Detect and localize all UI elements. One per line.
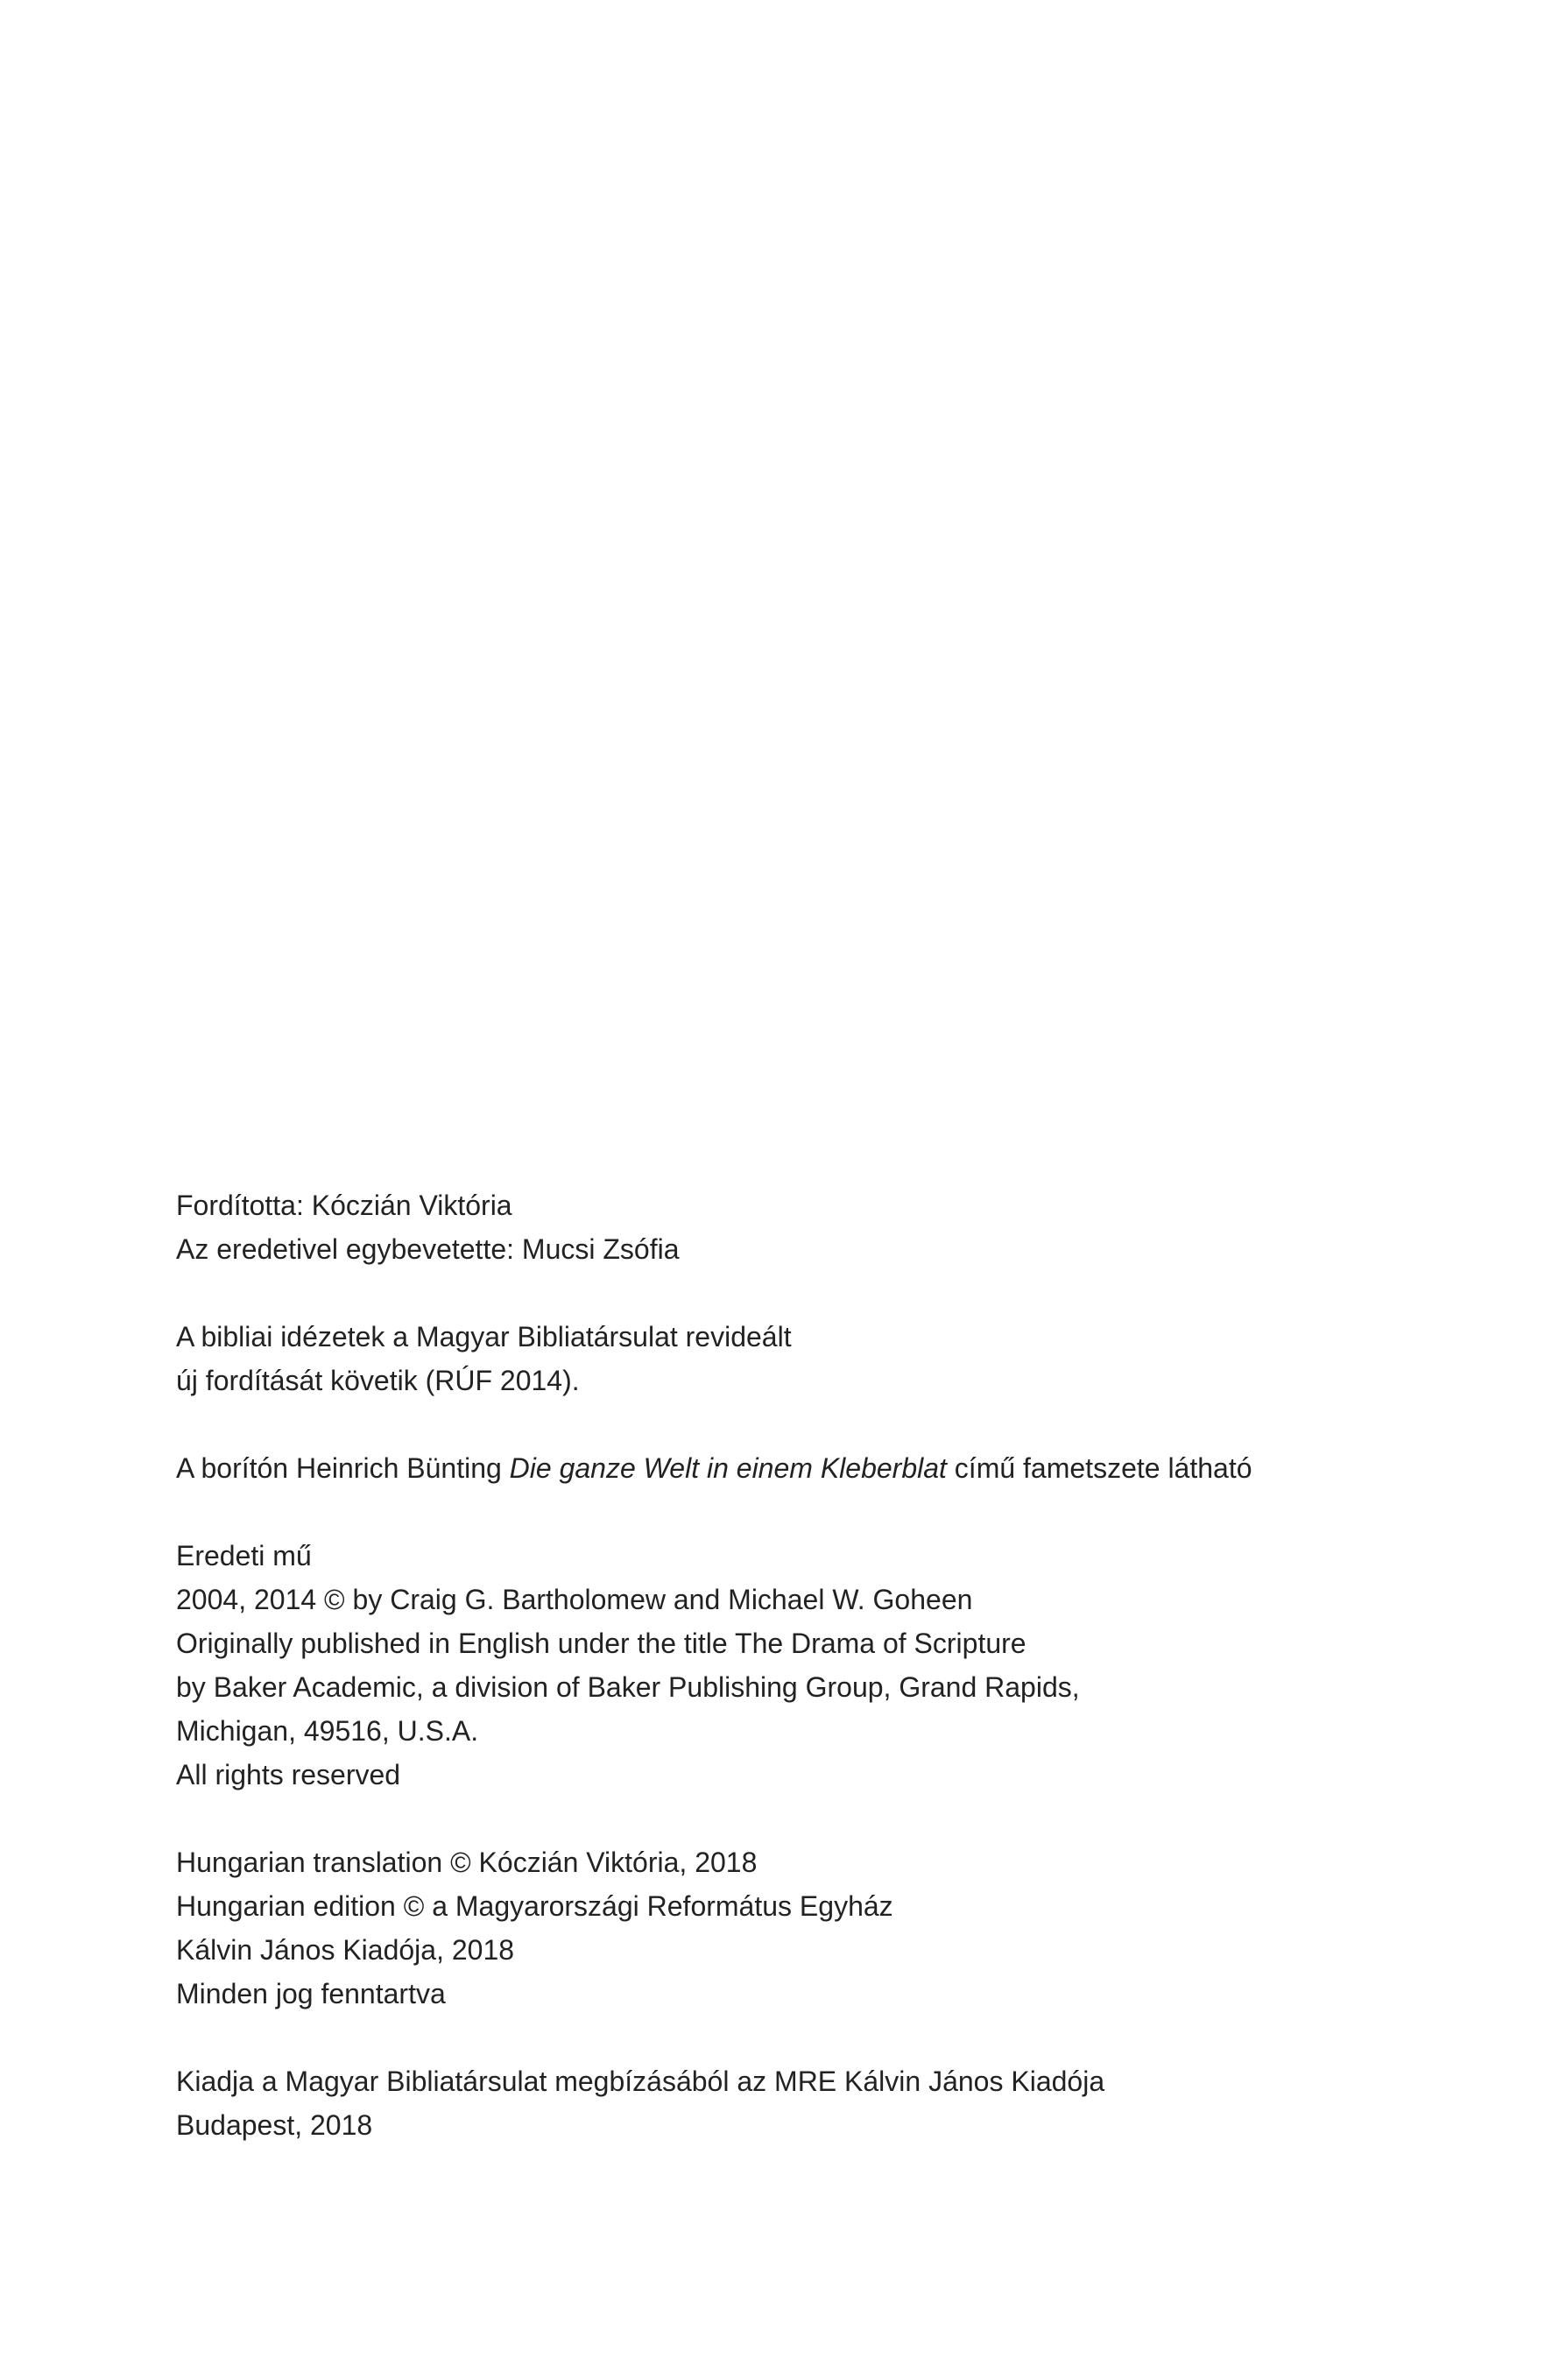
imprint-line-2: Budapest, 2018 [176, 2109, 373, 2141]
hungarian-publisher-year: Kálvin János Kiadója, 2018 [176, 1934, 515, 1966]
cover-note [176, 1446, 1402, 1490]
cover-note-suffix: című fametszete látható [946, 1452, 1252, 1484]
original-work-heading: Eredeti mű [176, 1540, 312, 1571]
hungarian-edition-copyright: Hungarian edition © a Magyarországi Református Egyház [176, 1890, 893, 1922]
translator-line: Fordította: Kóczián Viktória [176, 1190, 512, 1221]
original-published-line: Originally published in English under the title The Drama of Scripture [176, 1628, 1026, 1659]
imprint-block [176, 2059, 1402, 2147]
hungarian-rights-line: Minden jog fenntartva [176, 1978, 446, 2009]
original-work-block [176, 1534, 1402, 1797]
cover-note-line [176, 1446, 1402, 1490]
bible-note-line-2: új fordítását követik (RÚF 2014). [176, 1365, 580, 1396]
original-publisher-line: by Baker Academic, a division of Baker Publishing Group, Grand Rapids, [176, 1671, 1080, 1703]
original-copyright-line: 2004, 2014 © by Craig G. Bartholomew and Michael W. Goheen [176, 1584, 973, 1615]
bible-quotation-note [176, 1315, 1402, 1402]
original-address-line: Michigan, 49516, U.S.A. [176, 1715, 479, 1747]
hungarian-edition-block [176, 1840, 1402, 2016]
cover-note-prefix: A borítón Heinrich Bünting [176, 1452, 510, 1484]
bible-note-line-1: A bibliai idézetek a Magyar Bibliatársulat revideált [176, 1321, 792, 1352]
colophon [176, 1183, 1402, 2147]
hungarian-translation-copyright: Hungarian translation © Kóczián Viktória, 2018 [176, 1847, 758, 1878]
cover-artwork-title: Die ganze Welt in einem Kleberblat [509, 1452, 947, 1484]
imprint-line-1: Kiadja a Magyar Bibliatársulat megbízásából az MRE Kálvin János Kiadója [176, 2066, 1105, 2097]
original-rights-line: All rights reserved [176, 1759, 401, 1790]
checker-line: Az eredetivel egybevetette: Mucsi Zsófia [176, 1233, 680, 1265]
translation-credits [176, 1183, 1402, 1271]
